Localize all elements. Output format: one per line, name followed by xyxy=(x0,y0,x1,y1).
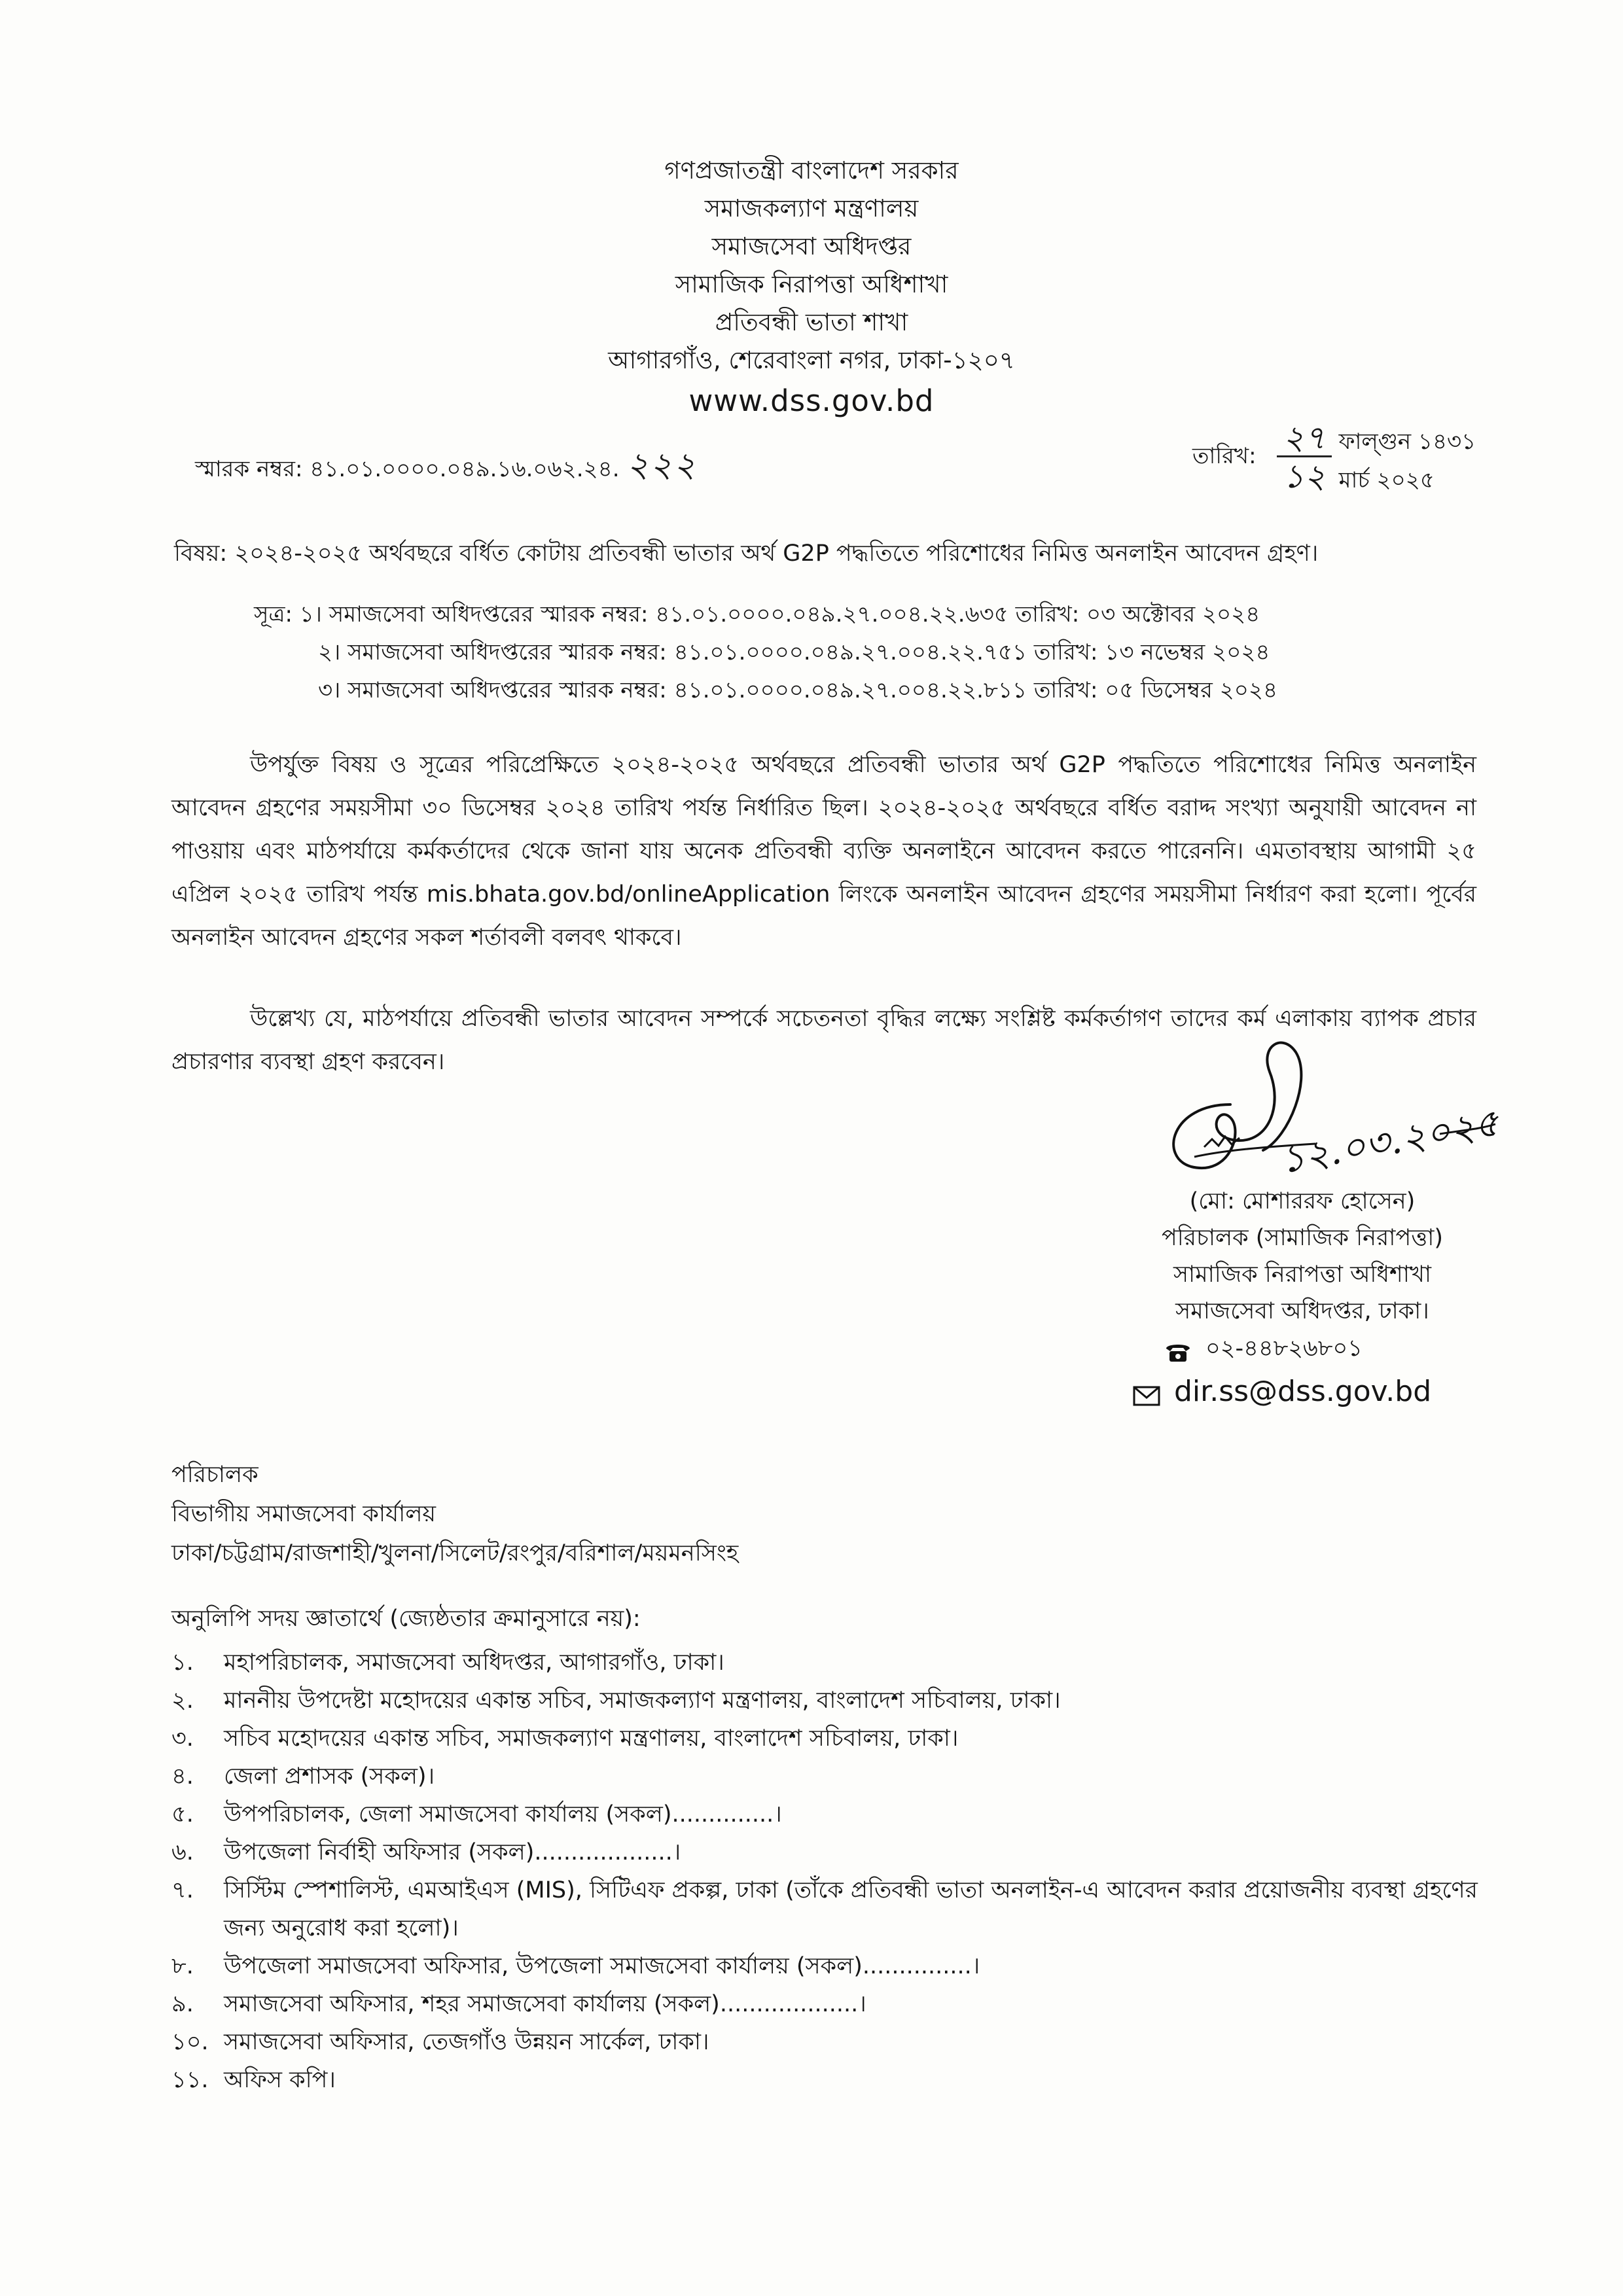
signatory-office: সমাজসেবা অধিদপ্তর, ঢাকা। xyxy=(1175,1298,1429,1324)
list-item xyxy=(171,1757,1480,1795)
website-link[interactable]: www.dss.gov.bd xyxy=(688,383,935,418)
list-item xyxy=(171,1947,1480,1985)
signatory-designation: পরিচালক (সামাজিক নিরাপত্তা) xyxy=(1161,1225,1444,1251)
phone-row xyxy=(1132,1327,1431,1370)
govt-name: গণপ্রজাতন্ত্রী বাংলাদেশ সরকার xyxy=(664,156,959,185)
date-block xyxy=(1192,419,1476,493)
body-paragraph-1 xyxy=(171,743,1476,959)
list-text: উপজেলা নির্বাহী অফিসার (সকল)...................। xyxy=(224,1839,681,1865)
list-number: ৬. xyxy=(171,1839,194,1865)
list-item xyxy=(171,2023,1480,2061)
reference-item: ৩। সমাজসেবা অধিদপ্তরের স্মারক নম্বর: ৪১.০১.০০০০.০৪৯.২৭.০০৪.২২.৮১১ তারিখ: ০৫ ডিসেম্বর ২০২৪ xyxy=(318,677,1278,703)
reference-item: ২। সমাজসেবা অধিদপ্তরের স্মারক নম্বর: ৪১.০১.০০০০.০৪৯.২৭.০০৪.২২.৭৫১ তারিখ: ১৩ নভেম্বর ২০২৪ xyxy=(318,639,1270,665)
list-text: সমাজসেবা অফিসার, তেজগাঁও উন্নয়ন সার্কেল, ঢাকা। xyxy=(224,2029,709,2055)
list-number: ৮. xyxy=(171,1953,194,1979)
list-item xyxy=(171,1795,1480,1833)
list-number: ৯. xyxy=(171,1991,194,2017)
recipient-office: বিভাগীয় সমাজসেবা কার্যালয় xyxy=(171,1501,437,1527)
ministry-name: সমাজকল্যাণ মন্ত্রণালয় xyxy=(704,194,919,222)
memo-number xyxy=(195,438,697,495)
memo-handwritten-number: ২২২ xyxy=(626,446,697,485)
signatory-wing: সামাজিক নিরাপত্তা অধিশাখা xyxy=(1173,1262,1432,1288)
telephone-icon xyxy=(1164,1335,1195,1362)
memo-label: স্মারক নম্বর: ৪১.০১.০০০০.০৪৯.১৬.০৬২.২৪. xyxy=(195,456,620,482)
list-item xyxy=(171,1871,1480,1947)
list-text: অফিস কপি। xyxy=(224,2067,336,2093)
date-english-day: ১২ xyxy=(1277,455,1332,495)
list-number: ৭. xyxy=(171,1877,194,1903)
list-number: ২. xyxy=(171,1687,194,1714)
list-text: সিস্টিম স্পেশালিস্ট, এমআইএস (MIS), সিটিএফ প্রকল্প, ঢাকা (তাঁকে প্রতিবন্ধী ভাতা অনলাইন-এ আবেদন করার প্রয়োজনীয় ব্যবস্থা গ্রহণের জন্য অনুরোধ করা হলো)। xyxy=(224,1877,1478,1941)
list-number: ৪. xyxy=(171,1763,194,1790)
list-number: ১১. xyxy=(171,2067,209,2093)
wing-name: সামাজিক নিরাপত্তা অধিশাখা xyxy=(675,270,948,298)
signature-date: ১২.০৩.২০২৫ xyxy=(1276,1100,1499,1182)
list-number: ১. xyxy=(171,1650,194,1676)
recipient-divisions: ঢাকা/চট্টগ্রাম/রাজশাহী/খুলনা/সিলেট/রংপুর/বরিশাল/ময়মনসিংহ xyxy=(171,1540,739,1566)
references xyxy=(254,595,1277,709)
list-text: উপজেলা সমাজসেবা অফিসার, উপজেলা সমাজসেবা কার্যালয় (সকল)...............। xyxy=(224,1953,980,1979)
signature-image xyxy=(1132,1026,1499,1195)
recipient-block xyxy=(171,1455,738,1573)
list-text: উপপরিচালক, জেলা সমাজসেবা কার্যালয় (সকল)..............। xyxy=(224,1801,782,1828)
list-number: ৫. xyxy=(171,1801,194,1828)
list-item xyxy=(171,1720,1480,1757)
department-name: সমাজসেবা অধিদপ্তর xyxy=(711,232,912,260)
letterhead xyxy=(0,152,1623,423)
office-address: আগারগাঁও, শেরেবাংলা নগর, ঢাকা-১২০৭ xyxy=(608,346,1015,374)
list-item xyxy=(171,1985,1480,2023)
subject-line: বিষয়: ২০২৪-২০২৫ অর্থবছরে বর্ধিত কোটায় প্রতিবন্ধী ভাতার অর্থ G2P পদ্ধতিতে পরিশোধের নিমিত্ত অনলাইন আবেদন গ্রহণ। xyxy=(174,540,1319,567)
date-english-month-year: মার্চ ২০২৫ xyxy=(1338,467,1435,493)
phone-number: ০২-৪৪৮২৬৮০১ xyxy=(1205,1335,1363,1362)
copy-heading: অনুলিপি সদয় জ্ঞাতার্থে (জ্যেষ্ঠতার ক্রমানুসারে নয়): xyxy=(171,1606,641,1632)
branch-name: প্রতিবন্ধী ভাতা শাখা xyxy=(715,308,908,336)
list-text: জেলা প্রশাসক (সকল)। xyxy=(224,1763,435,1790)
paragraph-text: উপর্যুক্ত বিষয় ও সূত্রের পরিপ্রেক্ষিতে ২০২৪-২০২৫ অর্থবছরে প্রতিবন্ধী ভাতার অর্থ G2P পদ্ধতিতে পরিশোধের নিমিত্ত অনলাইন আবেদন গ্রহণের সময়সীমা ৩০ ডিসেম্বর ২০২৪ তারিখ পর্যন্ত নির্ধারিত ছিল। ২০২৪-২০২৫ অর্থবছরে বর্ধিত বরাদ্দ সংখ্যা অনুযায়ী আবেদন না পাওয়ায় এবং মাঠপর্যায়ে কর্মকর্তাদের থেকে জানা যায় অনেক প্রতিবন্ধী ব্যক্তি অনলাইনে আবেদন করতে পারেননি। এমতাবস্থায় আগামী ২৫ এপ্রিল ২০২৫ তারিখ পর্যন্ত mis.bhata.gov.bd/onlineApplication লিংকে অনলাইন আবেদন গ্রহণের সময়সীমা নির্ধারণ করা হলো। পূর্বের অনলাইন আবেদন গ্রহণের সকল শর্তাবলী বলবৎ থাকবে। xyxy=(171,752,1476,951)
paragraph-text: উল্লেখ্য যে, মাঠপর্যায়ে প্রতিবন্ধী ভাতার আবেদন সম্পর্কে সচেতনতা বৃদ্ধির লক্ষ্যে সংশ্লিষ্ট কর্মকর্তাগণ তাদের কর্ম এলাকায় ব্যাপক প্রচার প্রচারণার ব্যবস্থা গ্রহণ করবেন। xyxy=(171,1006,1476,1075)
date-bangla-month-year: ফাল্গুন ১৪৩১ xyxy=(1338,429,1476,455)
signatory-name: (মো: মোশাররফ হোসেন) xyxy=(1189,1188,1416,1214)
copy-list xyxy=(171,1644,1480,2099)
list-item xyxy=(171,1682,1480,1720)
reference-item: সূত্র: ১। সমাজসেবা অধিদপ্তরের স্মারক নম্বর: ৪১.০১.০০০০.০৪৯.২৭.০০৪.২২.৬৩৫ তারিখ: ০৩ অক্টোবর ২০২৪ xyxy=(254,601,1260,627)
list-text: সচিব মহোদয়ের একান্ত সচিব, সমাজকল্যাণ মন্ত্রণালয়, বাংলাদেশ সচিবালয়, ঢাকা। xyxy=(224,1725,959,1752)
envelope-icon xyxy=(1132,1379,1164,1405)
contact-info xyxy=(1132,1327,1431,1413)
date-label: তারিখ: xyxy=(1192,443,1257,469)
list-item xyxy=(171,2061,1480,2099)
email-address[interactable]: dir.ss@dss.gov.bd xyxy=(1174,1375,1432,1408)
recipient-title: পরিচালক xyxy=(171,1462,259,1488)
list-number: ১০. xyxy=(171,2029,209,2055)
date-bangla-day: ২৭ xyxy=(1283,419,1326,457)
list-text: মহাপরিচালক, সমাজসেবা অধিদপ্তর, আগারগাঁও, ঢাকা। xyxy=(224,1650,724,1676)
email-row xyxy=(1132,1370,1431,1413)
list-item xyxy=(171,1644,1480,1682)
list-number: ৩. xyxy=(171,1725,194,1752)
list-item xyxy=(171,1833,1480,1871)
list-text: মাননীয় উপদেষ্টা মহোদয়ের একান্ত সচিব, সমাজকল্যাণ মন্ত্রণালয়, বাংলাদেশ সচিবালয়, ঢাকা। xyxy=(224,1687,1061,1714)
list-text: সমাজসেবা অফিসার, শহর সমাজসেবা কার্যালয় (সকল)...................। xyxy=(224,1991,866,2017)
signatory-block xyxy=(1099,1183,1505,1330)
